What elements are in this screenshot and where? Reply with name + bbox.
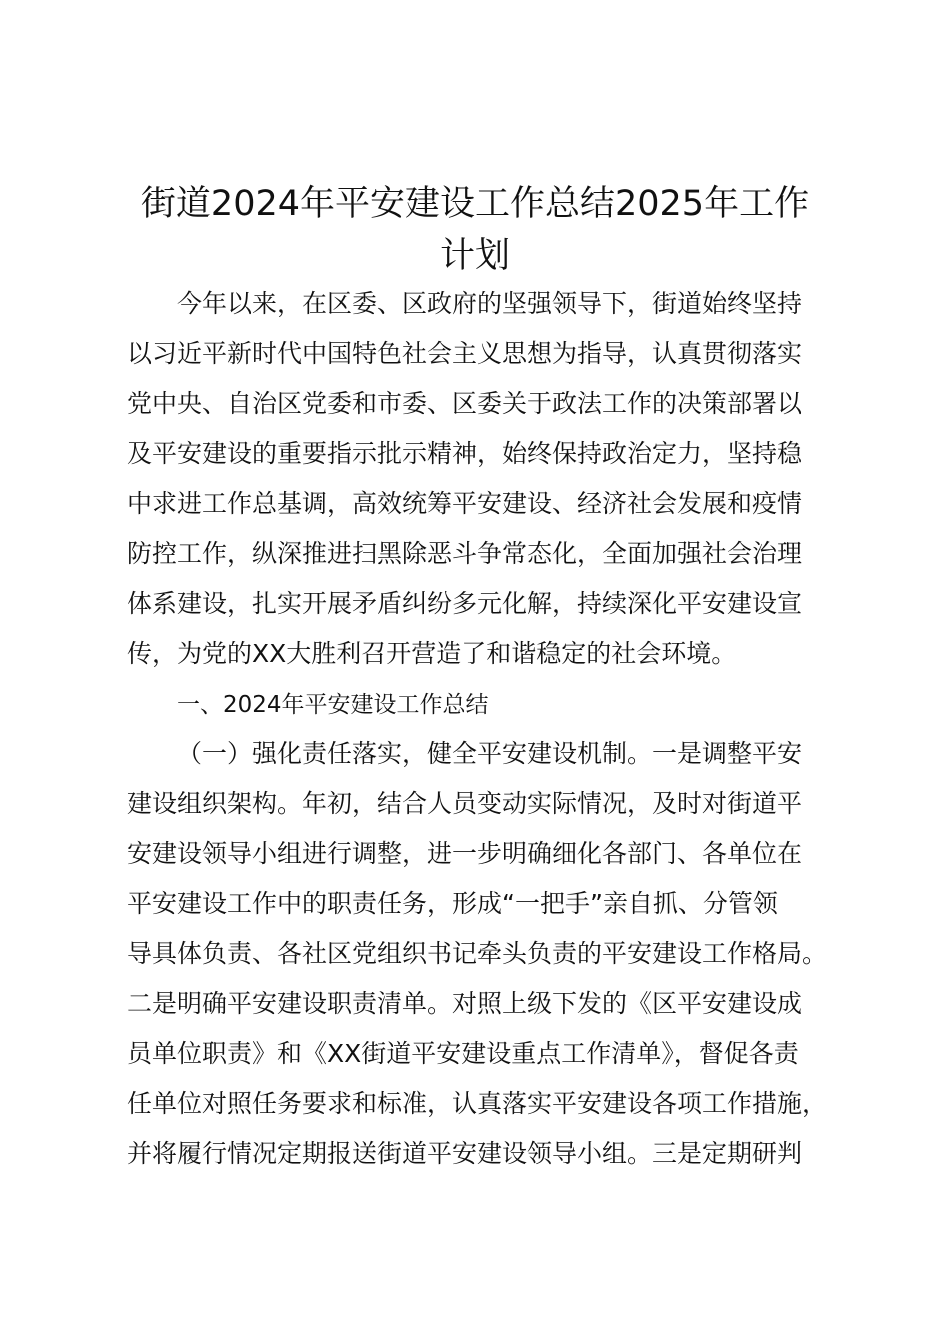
section-heading: 一、2024年平安建设工作总结 bbox=[177, 692, 489, 718]
paragraph-line: 平安建设工作中的职责任务，形成“一把手”亲自抓、分管领 bbox=[127, 889, 778, 918]
paragraph-line: 任单位对照任务要求和标准，认真落实平安建设各项工作措施， bbox=[127, 1089, 828, 1118]
paragraph-line: 体系建设，扎实开展矛盾纠纷多元化解，持续深化平安建设宣 bbox=[127, 589, 803, 618]
title-line-1: 街道2024年平安建设工作总结2025年工作 bbox=[140, 184, 810, 224]
paragraph-line: 导具体负责、各社区党组织书记牵头负责的平安建设工作格局。 bbox=[127, 939, 828, 968]
paragraph-line: （一）强化责任落实，健全平安建设机制。一是调整平安 bbox=[177, 739, 803, 768]
paragraph-line: 并将履行情况定期报送街道平安建设领导小组。三是定期研判 bbox=[127, 1139, 803, 1168]
paragraph-line: 以习近平新时代中国特色社会主义思想为指导，认真贯彻落实 bbox=[127, 339, 803, 368]
paragraph-line: 二是明确平安建设职责清单。对照上级下发的《区平安建设成 bbox=[127, 989, 803, 1018]
paragraph-line: 防控工作，纵深推进扫黑除恶斗争常态化，全面加强社会治理 bbox=[127, 539, 803, 568]
title-line-2: 计划 bbox=[439, 236, 510, 276]
document-title bbox=[100, 178, 850, 282]
paragraph-line: 党中央、自治区党委和市委、区委关于政法工作的决策部署以 bbox=[127, 389, 803, 418]
paragraph-line: 员单位职责》和《XX街道平安建设重点工作清单》，督促各责 bbox=[127, 1039, 799, 1068]
paragraph-line: 传，为党的XX大胜利召开营造了和谐稳定的社会环境。 bbox=[127, 639, 737, 668]
paragraph-line: 安建设领导小组进行调整，进一步明确细化各部门、各单位在 bbox=[127, 839, 803, 868]
paragraph-line: 中求进工作总基调，高效统筹平安建设、经济社会发展和疫情 bbox=[127, 489, 803, 518]
paragraph-line: 建设组织架构。年初，结合人员变动实际情况，及时对街道平 bbox=[127, 789, 803, 818]
paragraph-line: 及平安建设的重要指示批示精神，始终保持政治定力，坚持稳 bbox=[127, 439, 803, 468]
paragraph-line: 今年以来，在区委、区政府的坚强领导下，街道始终坚持 bbox=[177, 289, 803, 318]
